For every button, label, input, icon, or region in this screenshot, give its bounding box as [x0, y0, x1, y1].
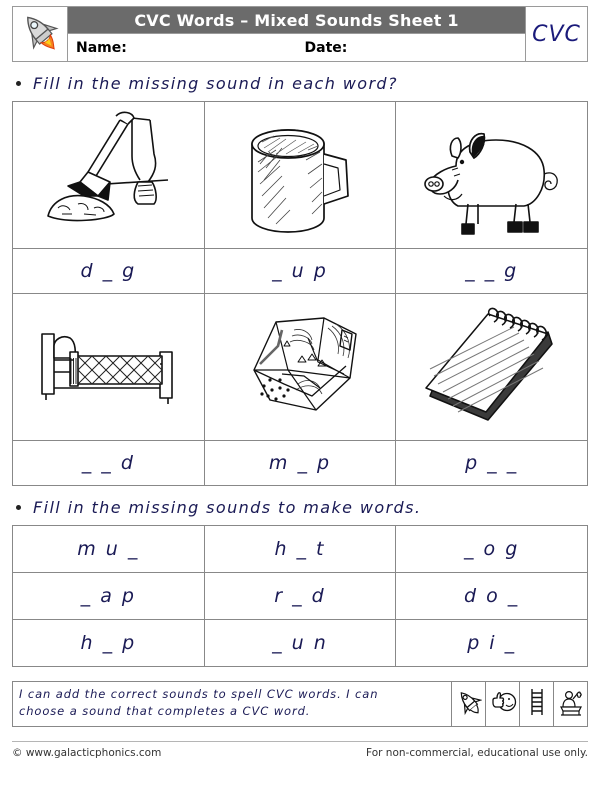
word-practice-table	[12, 525, 588, 667]
pig-icon	[396, 108, 587, 243]
header-center	[68, 7, 525, 61]
thumbs-up-smiley-icon	[489, 689, 517, 719]
header-logo-cell	[13, 7, 68, 61]
date-label: Date:	[304, 39, 348, 56]
picture-cell-pad	[396, 294, 588, 441]
table-row	[13, 249, 588, 294]
table-row	[13, 441, 588, 486]
folded-map-icon	[205, 300, 396, 435]
page-footer	[12, 742, 588, 759]
cvc-tag: CVC	[532, 21, 581, 47]
picture-cell-cup	[204, 102, 396, 249]
word-cell[interactable]: p _ _	[396, 441, 588, 486]
picture-cell-dig	[13, 102, 205, 249]
name-date-row	[68, 33, 525, 61]
word-cell[interactable]: d _ g	[13, 249, 205, 294]
word-cell[interactable]: m _ p	[204, 441, 396, 486]
picture-cell-map	[204, 294, 396, 441]
instruction-1-text: Fill in the missing sound in each word?	[33, 74, 398, 93]
bullet-icon	[16, 81, 21, 86]
rocket-icon	[20, 10, 60, 58]
objective-icon-thumbs-up[interactable]	[485, 682, 519, 726]
page-title: CVC Words – Mixed Sounds Sheet 1	[68, 7, 525, 33]
word-cell[interactable]: _ a p	[13, 573, 205, 620]
word-cell[interactable]: _ _ g	[396, 249, 588, 294]
teacher-at-desk-icon	[558, 688, 584, 720]
word-cell[interactable]: h _ t	[204, 526, 396, 573]
picture-word-table	[12, 101, 588, 486]
footer-usage-note: For non-commercial, educational use only.	[366, 747, 588, 759]
ladder-icon	[527, 688, 547, 720]
digging-spade-icon	[13, 108, 204, 243]
table-row	[13, 294, 588, 441]
footer-copyright: © www.galacticphonics.com	[12, 747, 162, 759]
worksheet-header	[12, 6, 588, 62]
instruction-2	[16, 498, 588, 517]
rocket-icon	[456, 688, 482, 720]
objective-icons	[451, 682, 587, 726]
word-cell[interactable]: _ u n	[204, 620, 396, 667]
word-cell[interactable]: p i _	[396, 620, 588, 667]
name-label: Name:	[76, 39, 127, 56]
objective-icon-ladder[interactable]	[519, 682, 553, 726]
word-cell[interactable]: m u _	[13, 526, 205, 573]
word-cell[interactable]: _ _ d	[13, 441, 205, 486]
instruction-2-text: Fill in the missing sounds to make words.	[33, 498, 422, 517]
header-tag-cell	[525, 7, 587, 61]
word-cell[interactable]: _ u p	[204, 249, 396, 294]
worksheet-page	[0, 6, 600, 806]
word-cell[interactable]: _ o g	[396, 526, 588, 573]
learning-objective-box	[12, 681, 588, 727]
table-row	[13, 573, 588, 620]
bed-icon	[13, 300, 204, 435]
objective-icon-rocket[interactable]	[451, 682, 485, 726]
objective-icon-teacher[interactable]	[553, 682, 587, 726]
picture-cell-bed	[13, 294, 205, 441]
cup-mug-icon	[205, 108, 396, 243]
picture-cell-pig	[396, 102, 588, 249]
word-cell[interactable]: d o _	[396, 573, 588, 620]
notepad-icon	[396, 300, 587, 435]
table-row	[13, 526, 588, 573]
table-row	[13, 102, 588, 249]
table-row	[13, 620, 588, 667]
objective-text	[13, 682, 451, 726]
instruction-1	[16, 74, 588, 93]
objective-line-1: I can add the correct sounds to spell CVC words. I can	[19, 687, 379, 701]
word-cell[interactable]: r _ d	[204, 573, 396, 620]
word-cell[interactable]: h _ p	[13, 620, 205, 667]
bullet-icon	[16, 505, 21, 510]
objective-line-2: choose a sound that completes a CVC word.	[19, 703, 311, 718]
